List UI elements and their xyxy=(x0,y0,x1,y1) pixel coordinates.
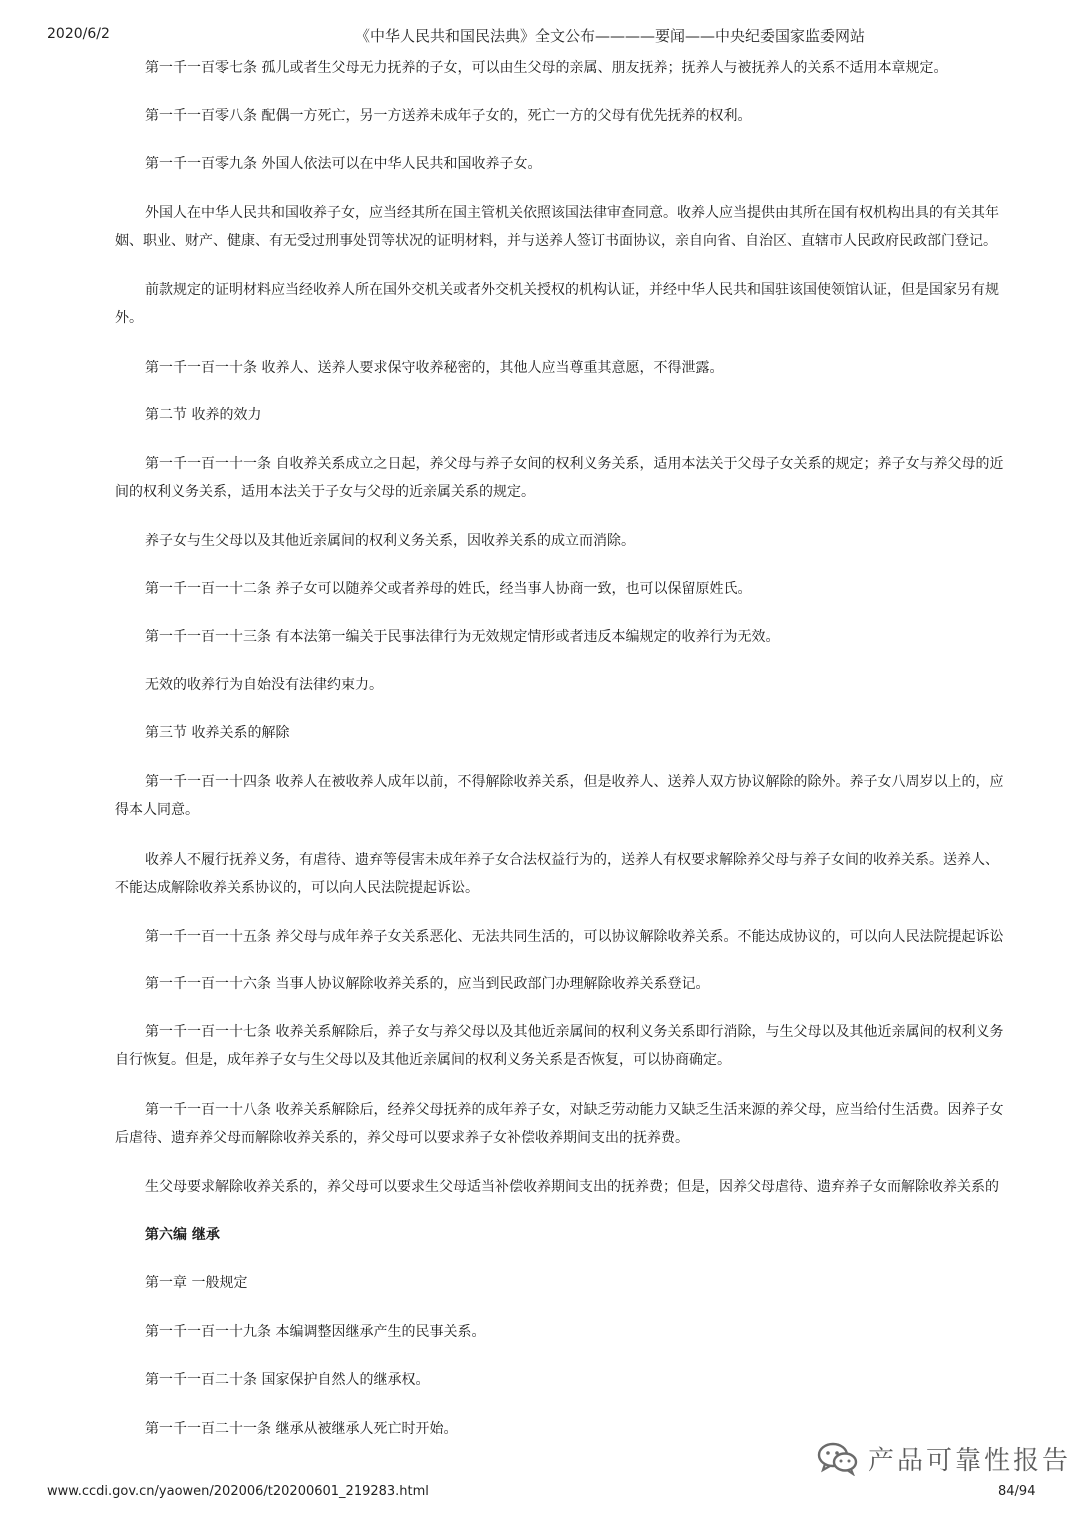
text-line: 第一千一百一十七条 收养关系解除后，养子女与养父母以及其他近亲属间的权利义务关系即行消除，与生父母以及其他近亲属间的权利义务 xyxy=(145,1024,1004,1040)
text-line: 外。 xyxy=(115,310,143,326)
paragraph xyxy=(115,1096,1033,1152)
text-line: 收养人不履行抚养义务，有虐待、遗弃等侵害未成年养子女合法权益行为的，送养人有权要求解除养父母与养子女间的收养关系。送养人、 xyxy=(145,852,999,868)
text-line: 姻、职业、财产、健康、有无受过刑事处罚等状况的证明材料，并与送养人签订书面协议，亲自向省、自治区、直辖市人民政府民政部门登记。 xyxy=(115,233,997,249)
paragraph xyxy=(115,354,1033,382)
wechat-icon xyxy=(816,1440,860,1476)
footer-page-number: 84/94 xyxy=(998,1484,1036,1499)
text-line: 第一千一百零九条 外国人依法可以在中华人民共和国收养子女。 xyxy=(145,156,542,172)
paragraph xyxy=(115,102,1033,130)
text-line: 第一千一百零八条 配偶一方死亡，另一方送养未成年子女的，死亡一方的父母有优先抚养的权利。 xyxy=(145,108,752,124)
header-date: 2020/6/2 xyxy=(47,26,110,42)
text-line: 得本人同意。 xyxy=(115,802,199,818)
text-line: 第一千一百一十四条 收养人在被收养人成年以前，不得解除收养关系，但是收养人、送养人双方协议解除的除外。养子女八周岁以上的，应 xyxy=(145,774,1004,790)
text-line: 后虐待、遗弃养父母而解除收养关系的，养父母可以要求养子女补偿收养期间支出的抚养费。 xyxy=(115,1130,689,1146)
document-body xyxy=(115,0,1036,1529)
text-line: 生父母要求解除收养关系的，养父母可以要求生父母适当补偿收养期间支出的抚养费；但是，因养父母虐待、遗弃养子女而解除收养关系的 xyxy=(145,1179,999,1195)
paragraph xyxy=(115,150,1033,178)
text-line: 不能达成解除收养关系协议的，可以向人民法院提起诉讼。 xyxy=(115,880,479,896)
text-line: 第六编 继承 xyxy=(145,1227,220,1243)
part-heading xyxy=(115,1221,1033,1249)
text-line: 第三节 收养关系的解除 xyxy=(145,725,290,741)
paragraph xyxy=(115,1018,1033,1074)
paragraph xyxy=(115,450,1033,506)
text-line: 第一千一百二十条 国家保护自然人的继承权。 xyxy=(145,1372,430,1388)
text-line: 前款规定的证明材料应当经收养人所在国外交机关或者外交机关授权的机构认证，并经中华人民共和国驻该国使领馆认证，但是国家另有规 xyxy=(145,282,999,298)
paragraph xyxy=(115,1366,1033,1394)
section-heading xyxy=(115,401,1033,429)
paragraph xyxy=(115,1173,1033,1201)
text-line: 第一千一百一十三条 有本法第一编关于民事法律行为无效规定情形或者违反本编规定的收养行为无效。 xyxy=(145,629,780,645)
text-line: 第二节 收养的效力 xyxy=(145,407,262,423)
text-line: 第一千一百零七条 孤儿或者生父母无力抚养的子女，可以由生父母的亲属、朋友抚养；抚养人与被抚养人的关系不适用本章规定。 xyxy=(145,60,948,76)
paragraph xyxy=(115,623,1033,651)
text-line: 自行恢复。但是，成年养子女与生父母以及其他近亲属间的权利义务关系是否恢复，可以协商确定。 xyxy=(115,1052,731,1068)
text-line: 外国人在中华人民共和国收养子女，应当经其所在国主管机关依照该国法律审查同意。收养人应当提供由其所在国有权机构出具的有关其年 xyxy=(145,205,999,221)
text-line: 第一千一百一十六条 当事人协议解除收养关系的，应当到民政部门办理解除收养关系登记。 xyxy=(145,976,710,992)
text-line: 无效的收养行为自始没有法律约束力。 xyxy=(145,677,383,693)
paragraph xyxy=(115,1318,1033,1346)
paragraph xyxy=(115,54,1033,82)
text-line: 第一章 一般规定 xyxy=(145,1275,248,1291)
watermark-text: 产品可靠性报告 xyxy=(868,1445,1072,1476)
text-line: 第一千一百一十五条 养父母与成年养子女关系恶化、无法共同生活的，可以协议解除收养关系。不能达成协议的，可以向人民法院提起诉讼 xyxy=(145,929,1004,945)
text-line: 第一千一百一十八条 收养关系解除后，经养父母抚养的成年养子女，对缺乏劳动能力又缺乏生活来源的养父母，应当给付生活费。因养子女 xyxy=(145,1102,1004,1118)
paragraph xyxy=(115,846,1033,902)
watermark xyxy=(816,1436,1071,1480)
footer-url[interactable]: www.ccdi.gov.cn/yaowen/202006/t20200601_219283.html xyxy=(47,1484,429,1499)
text-line: 第一千一百一十一条 自收养关系成立之日起，养父母与养子女间的权利义务关系，适用本法关于父母子女关系的规定；养子女与养父母的近 xyxy=(145,456,1004,472)
chapter-heading xyxy=(115,1269,1033,1297)
paragraph xyxy=(115,923,1033,951)
paragraph xyxy=(115,527,1033,555)
text-line: 第一千一百一十条 收养人、送养人要求保守收养秘密的，其他人应当尊重其意愿，不得泄露。 xyxy=(145,360,724,376)
paragraph xyxy=(115,671,1033,699)
header-title: 《中华人民共和国民法典》全文公布————要闻——中央纪委国家监委网站 xyxy=(355,27,866,45)
text-line: 第一千一百二十一条 继承从被继承人死亡时开始。 xyxy=(145,1421,458,1437)
paragraph xyxy=(115,970,1033,998)
section-heading xyxy=(115,719,1033,747)
text-line: 养子女与生父母以及其他近亲属间的权利义务关系，因收养关系的成立而消除。 xyxy=(145,533,635,549)
paragraph xyxy=(115,199,1033,255)
text-line: 第一千一百一十九条 本编调整因继承产生的民事关系。 xyxy=(145,1324,486,1340)
text-line: 间的权利义务关系，适用本法关于子女与父母的近亲属关系的规定。 xyxy=(115,484,535,500)
paragraph xyxy=(115,276,1033,332)
paragraph xyxy=(115,768,1033,824)
text-line: 第一千一百一十二条 养子女可以随养父或者养母的姓氏，经当事人协商一致，也可以保留原姓氏。 xyxy=(145,581,752,597)
paragraph xyxy=(115,575,1033,603)
